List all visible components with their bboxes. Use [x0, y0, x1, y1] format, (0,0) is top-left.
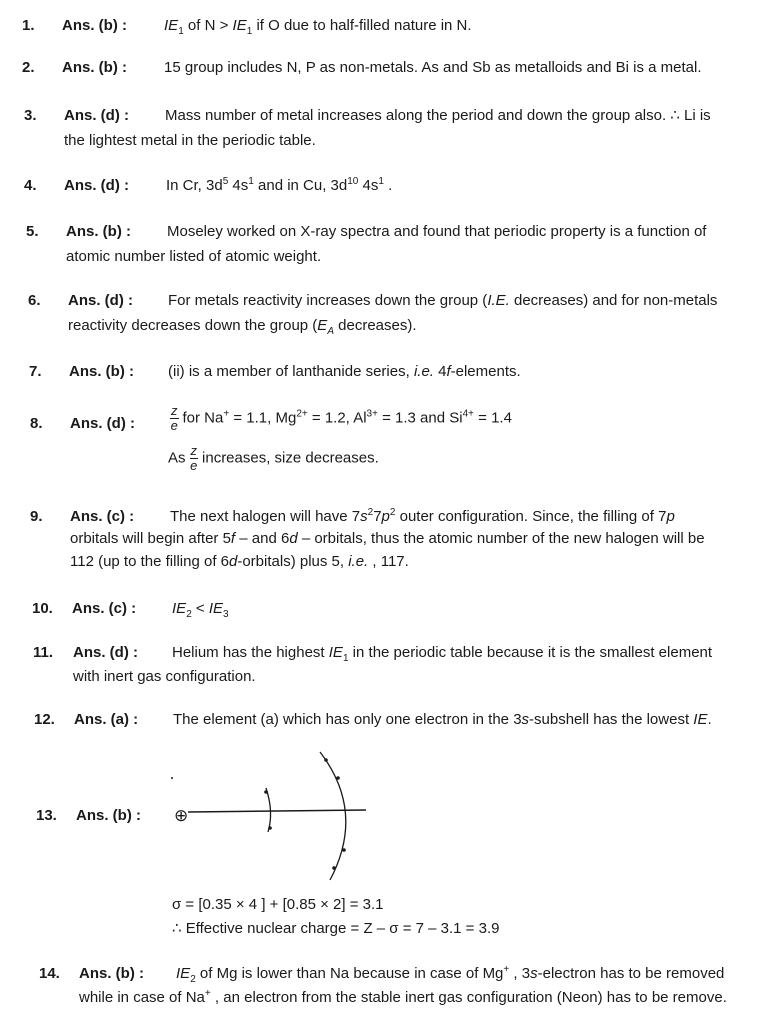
answer-text: Helium has the highest $IE_1$ in the periodic table because it is the smallest element [172, 644, 713, 664]
outer-electron [336, 776, 340, 780]
answer-option: Ans. (a) : [74, 711, 139, 728]
z-over-e-fraction: $\frac{z}{e}$ [170, 403, 178, 433]
outer-electron [342, 848, 346, 852]
answer-option: Ans. (b) : [79, 965, 144, 982]
answer-option: Ans. (d) : [64, 107, 129, 124]
answer-option: Ans. (b) : [69, 363, 134, 380]
answer-text: $IE_2$ of Mg is lower than Na because in case of Mg+ , 3s-electron has to be removed [176, 964, 725, 985]
answer-option: Ans. (d) : [64, 177, 129, 194]
answer-option: Ans. (b) : [66, 223, 131, 240]
outer-electron [324, 758, 328, 762]
shielding-constant: σ = [0.35 × 4 ] + [0.85 × 2] = 3.1 [172, 896, 384, 913]
answer-number: 8. [30, 415, 43, 432]
outer-shell-arc [320, 752, 346, 880]
answer-option: Ans. (d) : [68, 292, 133, 309]
answer-text-continued: As $\frac{z}{e}$ increases, size decreases. [168, 443, 379, 473]
answer-text-continued: orbitals will begin after 5f – and 6d – orbitals, thus the atomic number of the new halogen will be [70, 530, 705, 547]
answer-text-continued: the lightest metal in the periodic table. [64, 132, 316, 149]
answer-option: Ans. (b) : [62, 59, 127, 76]
answer-number: 3. [24, 107, 37, 124]
answer-option: Ans. (c) : [72, 600, 137, 617]
answer-text: For metals reactivity increases down the group (I.E. decreases) and for non-metals [168, 292, 718, 309]
stray-dot [171, 777, 173, 779]
effective-nuclear-charge: ∴ Effective nuclear charge = Z – σ = 7 – 3.1 = 3.9 [172, 920, 500, 937]
answer-number: 6. [28, 292, 41, 309]
answer-number: 11. [33, 644, 54, 661]
answer-text: The element (a) which has only one electron in the 3s-subshell has the lowest IE. [173, 711, 712, 728]
answer-text: $IE_2 < IE_3$ [172, 600, 229, 620]
answer-text: Moseley worked on X-ray spectra and found that periodic property is a function of [167, 223, 707, 240]
answer-text: $IE_1$ of $N > IE_1$ if O due to half-filled nature in N. [164, 17, 472, 37]
answer-number: 13. [36, 807, 57, 824]
nucleus-symbol: ⊕ [174, 806, 189, 825]
answer-text-continued: with inert gas configuration. [73, 668, 256, 685]
answer-text: (ii) is a member of lanthanide series, i.e. 4f-elements. [168, 363, 521, 380]
outer-electron [332, 866, 336, 870]
answer-number: 4. [24, 177, 37, 194]
answer-number: 9. [30, 508, 43, 525]
answer-text: $\frac{z}{e}$ for Na+ = 1.1, $Mg^{2+} = 1.2$, $Al^{3+} = 1.3$ and $Si^{4+} = 1.4$ [170, 403, 512, 433]
radial-axis-line [188, 810, 366, 812]
answer-number: 2. [22, 59, 35, 76]
answer-number: 5. [26, 223, 39, 240]
answer-text: The next halogen will have $7s^27p^2$ outer configuration. Since, the filling of 7p [170, 507, 675, 525]
inner-shell-arc [266, 788, 271, 832]
answer-text-continued-2: 112 (up to the filling of 6d-orbitals) plus 5, i.e. , 117. [70, 553, 409, 570]
inner-electron [264, 790, 268, 794]
answer-option: Ans. (d) : [70, 415, 135, 432]
answer-option: Ans. (d) : [73, 644, 138, 661]
answer-number: 10. [32, 600, 53, 617]
answer-text: 15 group includes N, P as non-metals. As and Sb as metalloids and Bi is a metal. [164, 59, 702, 76]
answer-option: Ans. (b) : [62, 17, 127, 34]
answer-number: 1. [22, 17, 35, 34]
inner-electron [268, 826, 272, 830]
answer-text-continued: while in case of Na+ , an electron from the stable inert gas configuration (Neon) has to be remove. [79, 988, 727, 1006]
answer-number: 14. [39, 965, 60, 982]
answer-text: Mass number of metal increases along the period and down the group also. ∴ Li is [165, 107, 711, 124]
z-over-e-fraction: $\frac{z}{e}$ [190, 443, 198, 473]
answer-number: 12. [34, 711, 55, 728]
answer-text: In Cr, $3d^5$ $4s^1$ and in Cu, $3d^{10}$ $4s^1$ . [166, 176, 393, 194]
answer-text-continued: atomic number listed of atomic weight. [66, 248, 322, 265]
electron-shell-diagram [160, 748, 380, 888]
answer-number: 7. [29, 363, 42, 380]
answer-option: Ans. (c) : [70, 508, 135, 525]
answer-option: Ans. (b) : [76, 807, 141, 824]
answer-text-continued: reactivity decreases down the group ($E_A$ decreases). [68, 317, 417, 337]
